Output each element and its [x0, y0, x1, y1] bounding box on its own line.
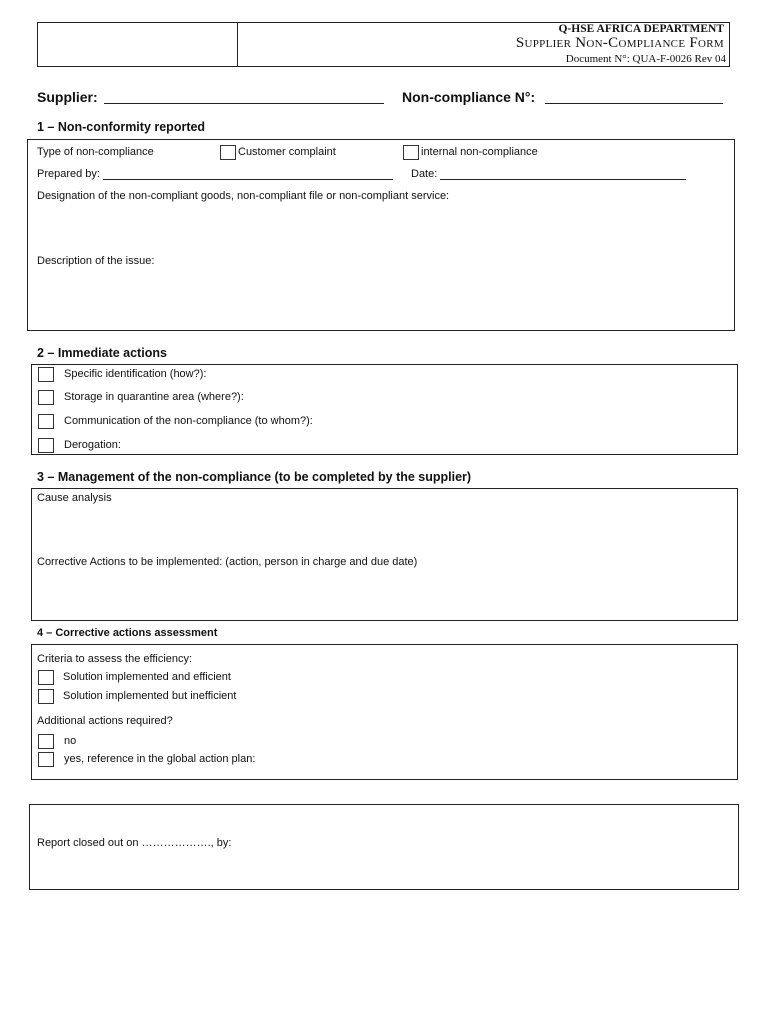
- date-field[interactable]: [440, 179, 686, 180]
- criteria-label: Criteria to assess the efficiency:: [37, 653, 193, 665]
- section2-heading: 2 – Immediate actions: [37, 346, 167, 360]
- communication-checkbox[interactable]: [38, 414, 54, 429]
- corrective-actions-label: Corrective Actions to be implemented: (action, person in charge and due date): [37, 556, 418, 568]
- customer-complaint-checkbox[interactable]: [220, 145, 236, 160]
- report-closed-label: Report closed out on ………………., by:: [37, 837, 232, 849]
- nc-number-field[interactable]: [545, 103, 723, 104]
- efficient-label: Solution implemented and efficient: [63, 671, 231, 683]
- specific-identification-label: Specific identification (how?):: [64, 368, 207, 380]
- internal-noncompliance-label: internal non-compliance: [421, 146, 538, 158]
- section1-box: [27, 139, 735, 331]
- designation-label: Designation of the non-compliant goods, non-compliant file or non-compliant service:: [37, 190, 450, 202]
- description-label: Description of the issue:: [37, 255, 155, 267]
- derogation-label: Derogation:: [64, 439, 121, 451]
- quarantine-storage-label: Storage in quarantine area (where?):: [64, 391, 244, 403]
- section4-heading: 4 – Corrective actions assessment: [37, 627, 218, 639]
- supplier-field[interactable]: [104, 103, 384, 104]
- nc-number-label: Non-compliance N°:: [402, 89, 536, 105]
- inefficient-checkbox[interactable]: [38, 689, 54, 704]
- quarantine-storage-checkbox[interactable]: [38, 390, 54, 405]
- prepared-by-label: Prepared by:: [37, 168, 100, 180]
- additional-no-label: no: [64, 735, 77, 747]
- cause-analysis-label: Cause analysis: [37, 492, 112, 504]
- form-title: Supplier Non-Compliance Form: [515, 35, 724, 51]
- section1-heading: 1 – Non-conformity reported: [37, 120, 206, 134]
- additional-yes-label: yes, reference in the global action plan:: [64, 753, 256, 765]
- prepared-by-field[interactable]: [103, 179, 393, 180]
- section3-box: [31, 488, 738, 621]
- additional-actions-label: Additional actions required?: [37, 715, 173, 727]
- section3-heading: 3 – Management of the non-compliance (to be completed by the supplier): [37, 470, 472, 484]
- header-logo-cell: [237, 22, 238, 67]
- customer-complaint-label: Customer complaint: [238, 146, 336, 158]
- department-name: Q-HSE AFRICA DEPARTMENT: [558, 23, 724, 35]
- efficient-checkbox[interactable]: [38, 670, 54, 685]
- date-label: Date:: [411, 168, 438, 180]
- inefficient-label: Solution implemented but inefficient: [63, 690, 237, 702]
- document-reference: Document N°: QUA-F-0026 Rev 04: [565, 53, 726, 65]
- derogation-checkbox[interactable]: [38, 438, 54, 453]
- additional-yes-checkbox[interactable]: [38, 752, 54, 767]
- specific-identification-checkbox[interactable]: [38, 367, 54, 382]
- supplier-label: Supplier:: [37, 89, 98, 105]
- communication-label: Communication of the non-compliance (to whom?):: [64, 415, 313, 427]
- type-of-noncompliance-label: Type of non-compliance: [37, 146, 154, 158]
- additional-no-checkbox[interactable]: [38, 734, 54, 749]
- internal-noncompliance-checkbox[interactable]: [403, 145, 419, 160]
